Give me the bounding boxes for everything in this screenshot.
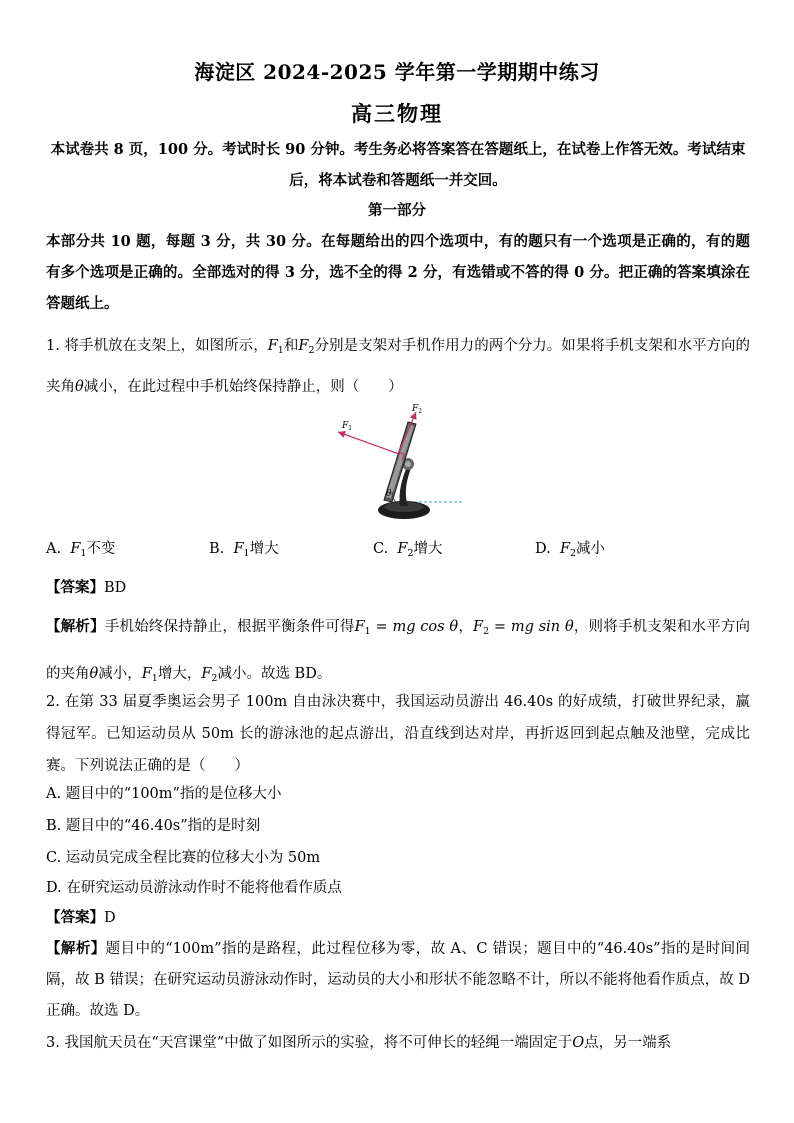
q1-stem-text: 1. 将手机放在支架上，如图所示， — [46, 338, 268, 354]
page-title: 海淀区 2024-2025 学年第一学期期中练习 — [194, 60, 600, 84]
q2-option-a[interactable]: A. 题目中的“100m”指的是位移大小 — [46, 786, 282, 802]
question-2-stem: 2. 在第 33 届夏季奥运会男子 100m 自由泳决赛中，我国运动员游出 46.40s 的好成绩，打破世界纪录，赢得冠军。已知运动员从 50m 长的游泳池的起点游出，沿直线到达对岸，再折返回到起点触及池壁，完成比赛。下列说法正确的是（ ） — [46, 694, 750, 774]
q1-option-d[interactable]: D. $F_2$减小 — [535, 541, 606, 559]
q1-stem-text: 和 — [283, 338, 299, 354]
q1-answer: 【答案】BD — [46, 579, 127, 596]
exam-notice: 本试卷共 8 页，100 分。考试时长 90 分钟。考生务必将答案答在答题纸上，在试卷上作答无效。考试结束后，将本试卷和答题纸一并交回。 — [50, 141, 746, 189]
q1-option-a[interactable]: A. $F_1$不变 — [46, 541, 116, 559]
q2-option-b[interactable]: B. 题目中的“46.40s”指的是时刻 — [46, 818, 261, 834]
q1-theta: θ — [75, 379, 84, 395]
q2-option-d[interactable]: D. 在研究运动员游泳动作时不能将他看作质点 — [46, 880, 342, 896]
q1-f2: $F_2$ — [298, 338, 315, 356]
q2-option-c[interactable]: C. 运动员完成全程比赛的位移大小为 50m — [46, 850, 321, 866]
phone-stand-figure — [326, 402, 466, 524]
q1-option-b[interactable]: B. $F_1$增大 — [209, 541, 279, 559]
question-1-stem — [46, 328, 750, 405]
page-subtitle: 高三物理 — [351, 101, 443, 126]
q2-answer: 【答案】D — [46, 909, 116, 926]
figure-label-f1: $F_1$ — [342, 421, 353, 432]
q2-explanation: 【解析】题目中的“100m”指的是路程，此过程位移为零，故 A、C 错误；题目中的“46.40s”指的是时间间隔，故 B 错误；在研究运动员游泳动作时，运动员的大小和形状不能忽略不计，所以不能将他看作质点，故 D 正确。故选 D。 — [46, 940, 751, 1019]
figure-label-theta: θ — [386, 489, 392, 499]
part-instructions: 本部分共 10 题，每题 3 分，共 30 分。在每题给出的四个选项中，有的题只有一个选项是正确的，有的题有多个选项是正确的。全部选对的得 3 分，选不全的得 2 分，有选错或不答的得 0 分。把正确的答案填涂在答题纸上。 — [46, 233, 750, 312]
question-1-options — [46, 537, 750, 559]
q1-explanation: 【解析】手机始终保持静止，根据平衡条件可得$F_1$ = mg cos θ，$F_2$ = mg sin θ，则将手机支架和水平方向的夹角θ减小，$F_1$增大，$F_2$减小。故选 BD。 — [46, 618, 751, 684]
q1-stem-text: 减小，在此过程中手机始终保持静止，则（ ） — [83, 379, 403, 395]
q1-stem-text: 分别是支架对手机作用力的两个分力。如果将手机支架和水平方向的夹角 — [46, 338, 751, 395]
figure-label-f2: $F_2$ — [412, 404, 423, 415]
q1-f1: $F_1$ — [267, 338, 284, 356]
part-title: 第一部分 — [368, 202, 426, 219]
question-3-stem: 3. 我国航天员在“天宫课堂”中做了如图所示的实验，将不可伸长的轻绳一端固定于O点，另一端系 — [46, 1035, 672, 1051]
q1-option-c[interactable]: C. $F_2$增大 — [373, 541, 443, 559]
